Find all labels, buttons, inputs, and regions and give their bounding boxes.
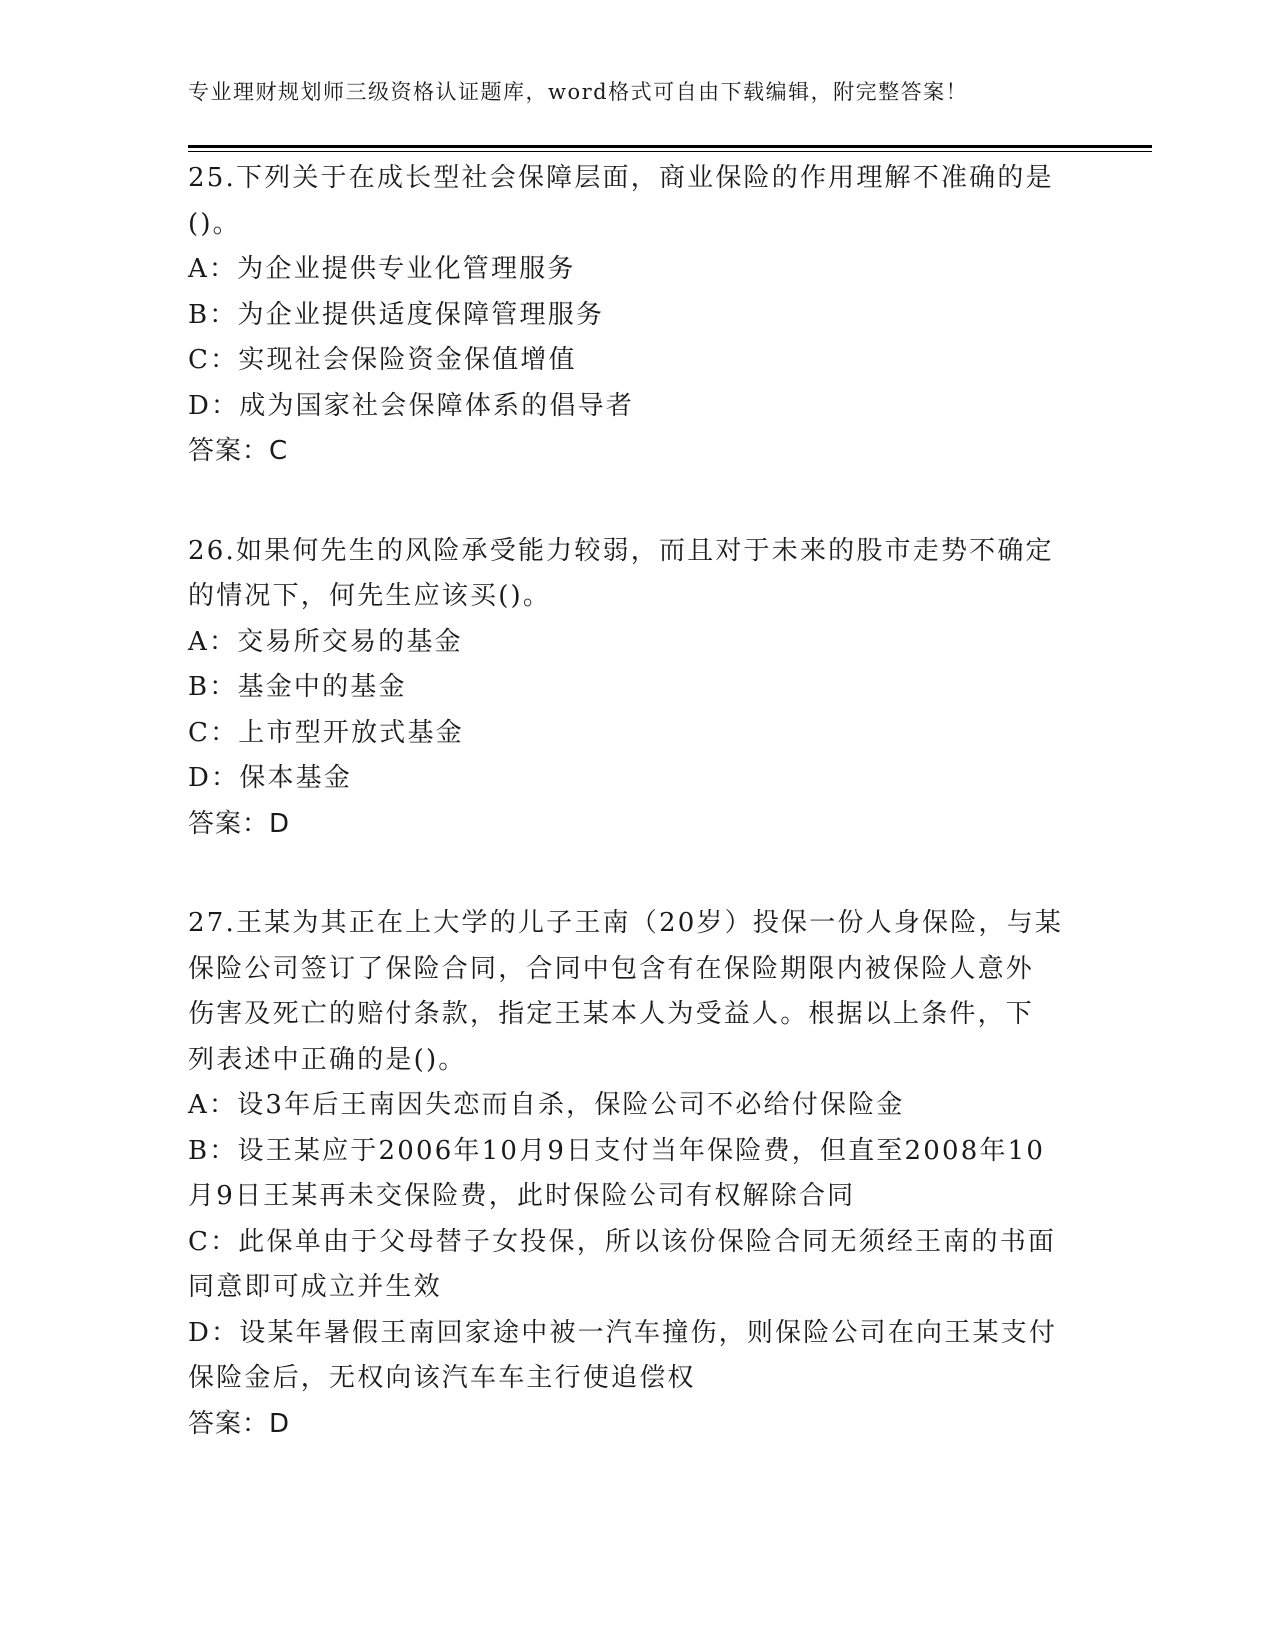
answer-line: 答案：D (188, 1408, 291, 1439)
question-stem-line: 的情况下，何先生应该买()。 (188, 581, 552, 611)
option-c: C：上市型开放式基金 (188, 717, 464, 748)
option-b: B：为企业提供适度保障管理服务 (188, 299, 605, 330)
option-d: D：成为国家社会保障体系的倡导者 (188, 390, 635, 421)
question-26 (188, 529, 1088, 848)
question-25 (188, 156, 1088, 475)
question-stem-line: ()。 (188, 208, 241, 239)
option-b: B：设王某应于2006年10月9日支付当年保险费，但直至2008年10 (188, 1135, 1046, 1166)
option-d: D：设某年暑假王南回家途中被一汽车撞伤，则保险公司在向王某支付 (188, 1317, 1058, 1348)
header-rule-thin (188, 151, 1152, 152)
question-stem-line: 27.王某为其正在上大学的儿子王南（20岁）投保一份人身保险，与某 (188, 908, 1064, 938)
answer-line: 答案：D (188, 808, 291, 839)
header-rule-thick (188, 145, 1152, 148)
question-stem-line: 列表述中正确的是()。 (188, 1044, 467, 1075)
page-header: 专业理财规划师三级资格认证题库，word格式可自由下载编辑，附完整答案！ (188, 80, 969, 104)
option-b: B：基金中的基金 (188, 672, 407, 702)
question-stem-line: 25.下列关于在成长型社会保障层面，商业保险的作用理解不准确的是 (188, 163, 1054, 193)
option-a: A：为企业提供专业化管理服务 (188, 254, 576, 284)
option-d-continued: 保险金后，无权向该汽车车主行使追偿权 (188, 1363, 696, 1393)
question-stem-line: 保险公司签订了保险合同，合同中包含有在保险期限内被保险人意外 (188, 953, 1035, 984)
question-stem-line: 伤害及死亡的赔付条款，指定王某本人为受益人。根据以上条件，下 (188, 999, 1035, 1029)
option-c-continued: 同意即可成立并生效 (188, 1272, 442, 1302)
option-d: D：保本基金 (188, 763, 353, 793)
option-a: A：交易所交易的基金 (188, 626, 463, 657)
answer-line: 答案：C (188, 436, 289, 466)
question-stem-line: 26.如果何先生的风险承受能力较弱，而且对于未来的股市走势不确定 (188, 535, 1054, 566)
option-c: C：实现社会保险资金保值增值 (188, 345, 577, 375)
option-b-continued: 月9日王某再未交保险费，此时保险公司有权解除合同 (188, 1181, 856, 1211)
question-27 (188, 901, 1088, 1447)
option-a: A：设3年后王南因失恋而自杀，保险公司不必给付保险金 (188, 1090, 905, 1120)
option-c: C：此保单由于父母替子女投保，所以该份保险合同无须经王南的书面 (188, 1226, 1057, 1257)
question-list (188, 156, 1088, 1501)
